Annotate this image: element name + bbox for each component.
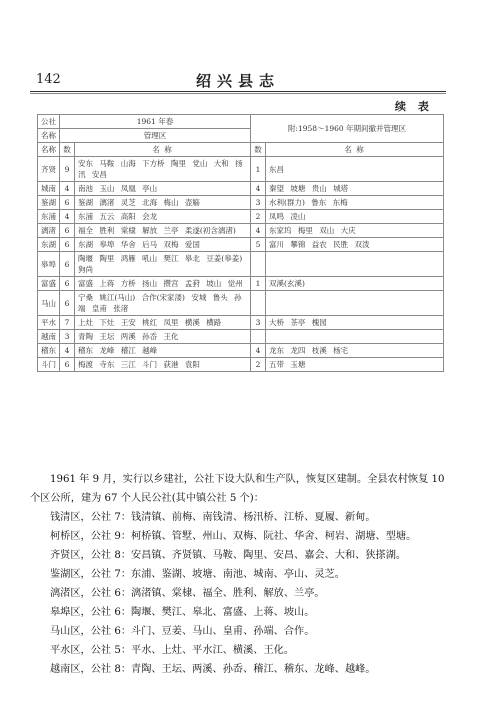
district-count: 7 <box>60 316 75 330</box>
merged-count: 4 <box>251 182 266 196</box>
page-number: 142 <box>36 72 61 87</box>
merged-count <box>251 330 266 344</box>
district-names: 富盛 上蒋 方桥 扬山 攒宫 孟葑 坡山 觉州 <box>75 277 251 291</box>
commune-name: 东湖 <box>38 238 60 252</box>
merged-count: 1 <box>251 157 266 182</box>
merged-count: 2 <box>251 210 266 224</box>
running-header <box>30 70 446 88</box>
district-line: 钱清区，公社 7：钱清镇、前梅、南钱清、杨汛桥、江桥、夏履、新甸。 <box>50 512 376 523</box>
district-header: 管理区 <box>60 129 251 143</box>
table-row <box>38 157 444 182</box>
table-row <box>38 196 444 210</box>
district-line: 皋埠区，公社 6：陶堰、樊江、皋北、富盛、上蒋、坡山。 <box>50 607 315 618</box>
table-row <box>38 291 444 316</box>
district-count: 6 <box>60 358 75 372</box>
merged-names: 大桥 茶亭 槐园 <box>266 316 444 330</box>
district-line: 平水区，公社 5：平水、上灶、平水江、横溪、王化。 <box>50 645 295 656</box>
count-header-2: 数 <box>251 143 266 157</box>
table-row <box>38 252 444 277</box>
district-names: 陶堰 陶里 鸿雁 吼山 樊江 皋北 豆姜(皋姜) 狗尚 <box>75 252 251 277</box>
table-row <box>38 358 444 372</box>
district-count: 6 <box>60 224 75 238</box>
commune-name: 城南 <box>38 182 60 196</box>
names-header: 名 称 <box>75 143 251 157</box>
district-names: 宁桑 姚江(马山) 合作(宋家溇) 安城 鲁头 孙端 皇甫 张渚 <box>75 291 251 316</box>
district-line: 马山区，公社 6：斗门、豆姜、马山、皇甫、孙端、合作。 <box>50 626 315 637</box>
merged-count: 5 <box>251 238 266 252</box>
header-rule-thin <box>30 93 446 94</box>
district-names: 安东 马鞍 山海 下方桥 陶里 党山 大和 扬汛 安昌 <box>75 157 251 182</box>
district-line: 鉴湖区，公社 7：东浦、鉴湖、坡塘、南池、城南、亭山、灵芝。 <box>50 569 345 580</box>
merged-count: 1 <box>251 277 266 291</box>
merged-count: 4 <box>251 344 266 358</box>
commune-name: 鉴湖 <box>38 196 60 210</box>
merged-names: 东昌 <box>266 157 444 182</box>
district-count: 3 <box>60 330 75 344</box>
merged-names: 水利(群力) 鲁东 东梅 <box>266 196 444 210</box>
merged-count: 2 <box>251 358 266 372</box>
merged-names <box>266 291 444 316</box>
name-subheader: 名称 <box>38 143 60 157</box>
merged-count: 3 <box>251 196 266 210</box>
name-header: 名称 <box>38 129 60 143</box>
district-names: 东湖 皋埠 华舍 后马 双梅 爱国 <box>75 238 251 252</box>
commune-name: 平水 <box>38 316 60 330</box>
merged-count <box>251 252 266 277</box>
district-names: 南池 玉山 凤凰 亭山 <box>75 182 251 196</box>
commune-name: 富盛 <box>38 277 60 291</box>
district-names: 青陶 王坛 两溪 孙岙 王化 <box>75 330 251 344</box>
district-names: 稽东 龙峰 稽江 越峰 <box>75 344 251 358</box>
merged-names: 五带 玉塘 <box>266 358 444 372</box>
commune-name: 漓渚 <box>38 224 60 238</box>
district-names: 鉴湖 漓渚 灵芝 北海 梅山 壶觞 <box>75 196 251 210</box>
commune-name: 斗门 <box>38 358 60 372</box>
merged-names: 富川 攀锦 益农 民胜 双泼 <box>266 238 444 252</box>
district-line: 齐贤区，公社 8：安昌镇、齐贤镇、马鞍、陶里、安昌、嘉会、大和、狭搽湖。 <box>50 550 407 561</box>
district-list <box>50 508 450 679</box>
header-rule <box>30 91 446 92</box>
names-header-2: 名 称 <box>266 143 444 157</box>
table-row <box>38 182 444 196</box>
district-count: 4 <box>60 344 75 358</box>
merged-count <box>251 291 266 316</box>
commune-name: 东浦 <box>38 210 60 224</box>
district-line: 越南区，公社 8：青陶、王坛、两溪、孙岙、稽江、稽东、龙峰、越峰。 <box>50 664 376 675</box>
commune-name: 稽东 <box>38 344 60 358</box>
district-count: 9 <box>60 157 75 182</box>
district-count: 4 <box>60 182 75 196</box>
district-line: 漓渚区，公社 6：漓渚镇、棠棣、福全、胜利、解放、兰亭。 <box>50 588 325 599</box>
district-count: 6 <box>60 196 75 210</box>
merged-names <box>266 252 444 277</box>
count-header: 数 <box>60 143 75 157</box>
merged-names: 秦望 坡塘 贵山 城塔 <box>266 182 444 196</box>
book-title: 绍兴县志 <box>195 72 280 90</box>
body-paragraph: 1961 年 9 月，实行以乡建社，公社下设大队和生产队，恢复区建制。全县农村恢复 10 个区公所，建为 67 个人民公社(其中镇公社 5 个)： <box>30 474 445 504</box>
district-names: 梅渡 寺东 三江 斗门 荻港 袁阳 <box>75 358 251 372</box>
district-line: 柯桥区，公社 9：柯桥镇、管墅、州山、双梅、阮社、华舍、柯岩、湖塘、型塘。 <box>50 531 417 542</box>
year-header: 1961 年春 <box>60 115 251 129</box>
merged-names <box>266 330 444 344</box>
commune-header: 公社 <box>38 115 60 129</box>
merged-count: 4 <box>251 224 266 238</box>
table-row <box>38 277 444 291</box>
commune-name: 齐贤 <box>38 157 60 182</box>
commune-name: 皋埠 <box>38 252 60 277</box>
district-count: 6 <box>60 252 75 277</box>
commune-name: 越南 <box>38 330 60 344</box>
commune-table <box>37 114 444 372</box>
period-header: 附:1958～1960 年期间撤并管理区 <box>251 115 444 143</box>
merged-names: 东家坞 梅里 双山 大庆 <box>266 224 444 238</box>
continued-label: 续 表 <box>395 100 433 113</box>
merged-names: 龙东 龙四 枝溪 杨宅 <box>266 344 444 358</box>
district-count: 6 <box>60 277 75 291</box>
table-header-row-3 <box>38 143 444 157</box>
table-row <box>38 330 444 344</box>
district-names: 上灶 下灶 王安 桃红 凤里 横溪 横路 <box>75 316 251 330</box>
merged-names: 凤鸣 凌山 <box>266 210 444 224</box>
commune-name: 马山 <box>38 291 60 316</box>
table-row <box>38 210 444 224</box>
table-row <box>38 238 444 252</box>
district-names: 福全 胜利 棠棣 解放 兰亭 柔遂(初含漓渚) <box>75 224 251 238</box>
table-row <box>38 316 444 330</box>
table-header-row-1 <box>38 115 444 129</box>
district-count: 6 <box>60 238 75 252</box>
district-names: 东浦 五云 高阳 会龙 <box>75 210 251 224</box>
merged-count: 3 <box>251 316 266 330</box>
table-row <box>38 224 444 238</box>
district-count: 4 <box>60 210 75 224</box>
table-row <box>38 344 444 358</box>
merged-names: 双溪(玄溪) <box>266 277 444 291</box>
district-count: 6 <box>60 291 75 316</box>
